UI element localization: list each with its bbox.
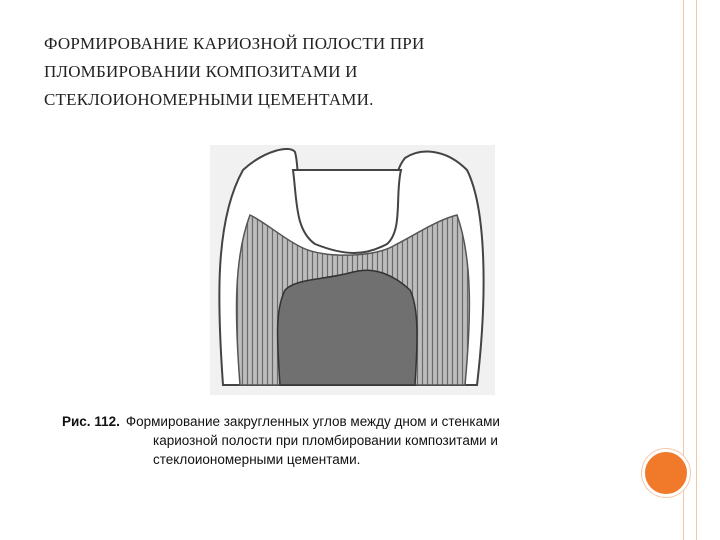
tooth-cavity-illustration bbox=[205, 140, 500, 405]
caption-line bbox=[62, 412, 642, 431]
accent-circle bbox=[642, 449, 690, 497]
title-line: ПЛОМБИРОВАНИИ КОМПОЗИТАМИ И bbox=[44, 62, 358, 81]
figure-label: Рис. 112. bbox=[62, 414, 120, 429]
title-line: ФОРМИРОВАНИЕ КАРИОЗНОЙ ПОЛОСТИ ПРИ bbox=[44, 34, 425, 53]
caption-text: Формирование закругленных углов между дном и стенками bbox=[125, 414, 500, 429]
pulp-chamber bbox=[278, 270, 417, 385]
caption-line: стеклоиономерными цементами. bbox=[153, 452, 361, 467]
caption-line: кариозной полости при пломбировании композитами и bbox=[153, 433, 498, 448]
figure-caption bbox=[62, 412, 642, 469]
slide-title bbox=[44, 30, 544, 114]
title-line: СТЕКЛОИОНОМЕРНЫМИ ЦЕМЕНТАМИ. bbox=[44, 90, 374, 109]
